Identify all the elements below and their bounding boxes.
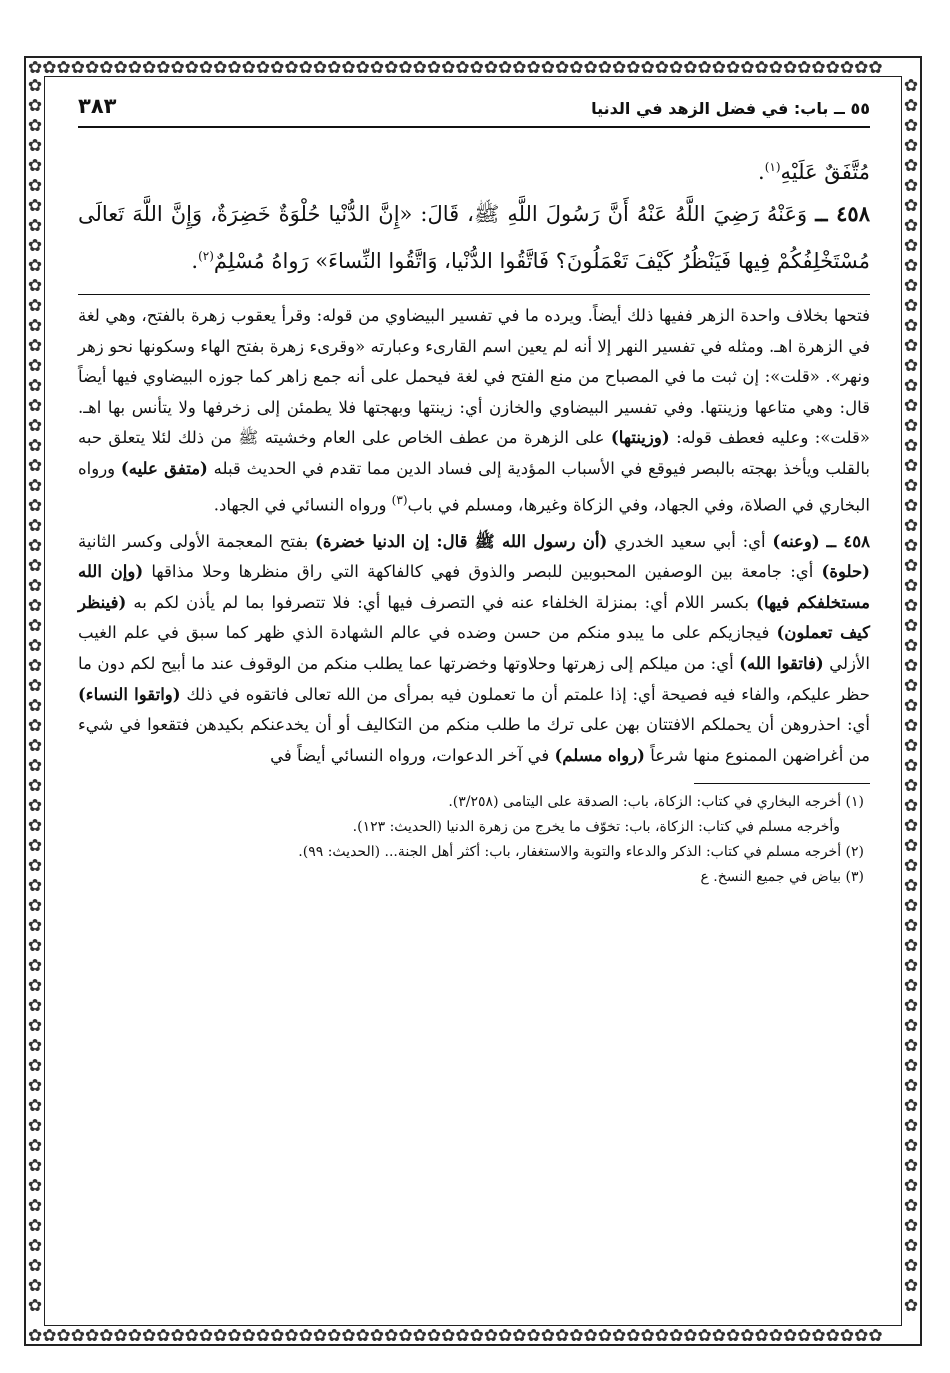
quoted-term: (متفق عليه) — [120, 458, 208, 478]
commentary-text: بفتح المعجمة الأولى وكسر الثانية — [78, 531, 309, 551]
footnote-2: (٢) أخرجه مسلم في كتاب: الذكر والدعاء والتوبة والاستغفار، باب: أكثر أهل الجنة... (الحديث: ٩٩). — [298, 844, 864, 861]
footnote-ref-3: (٣) — [391, 492, 408, 507]
commentary-text: في آخر الدعوات، ورواه النسائي أيضاً في — [270, 745, 550, 765]
footnote-3: (٣) بياض في جميع النسخ. ع — [700, 869, 864, 886]
commentary-text: فيجازيكم على ما يبدو منكم من حسن وضده في عالم الشهادة الذي ظهر كما سبق في علم الغيب الأزلي — [78, 623, 870, 674]
quoted-term: (فينظر كيف تعملون) — [78, 592, 870, 643]
quoted-term: (رواه مسلم) — [554, 745, 645, 765]
commentary-text: أي: جامعة بين الوصفين المحبوبين للبصر والذوق فهي كالفاكهة التي راق منظرها وحلا مذاقها — [151, 562, 814, 582]
floral-border-top: ✿✿✿✿✿✿✿✿✿✿✿✿✿✿✿✿✿✿✿✿✿✿✿✿✿✿✿✿✿✿✿✿✿✿✿✿✿✿✿✿✿✿✿✿✿✿✿✿✿✿✿✿✿✿✿✿✿✿✿✿ — [28, 58, 883, 76]
commentary-text: أي: احذروهن أن يحملكم الافتتان بهن على ترك ما طلب منكم من التكاليف أو أن يخدعنكم بكيدهن فتقعوا في شيء من أغراضهن الممنوع منها شرعاً — [78, 715, 870, 765]
footnote-1-continued: وأخرجه مسلم في كتاب: الزكاة، باب: تخوّف ما يخرج من زهرة الدنيا (الحديث: ١٢٣). — [352, 819, 840, 836]
hadith-number: ٤٥٨ ــ — [815, 201, 870, 226]
hadith-end-mark: . — [191, 249, 199, 273]
floral-border-bottom: ✿✿✿✿✿✿✿✿✿✿✿✿✿✿✿✿✿✿✿✿✿✿✿✿✿✿✿✿✿✿✿✿✿✿✿✿✿✿✿✿✿✿✿✿✿✿✿✿✿✿✿✿✿✿✿✿✿✿✿✿ — [28, 1326, 883, 1344]
commentary-text: أي: أبي سعيد الخدري — [614, 531, 766, 551]
quoted-term: (حلوة) — [821, 562, 870, 582]
commentary-paragraph-2 — [78, 527, 870, 772]
page-number: ٣٨٣ — [78, 94, 117, 118]
hadith-number: ٤٥٨ ــ — [826, 531, 871, 551]
footnotes — [78, 790, 870, 890]
chapter-title: ٥٥ ــ باب: في فضل الزهد في الدنيا — [591, 99, 870, 118]
previous-hadith-ending: مُتَّفَقٌ عَلَيْهِ$^{(١)}$. — [758, 160, 870, 184]
quoted-term: (فاتقوا الله) — [739, 654, 824, 674]
commentary-text: أي: من ميلكم إلى زهرتها وحلاوتها وخضرتها عما يطلب منكم من الوقوف عند ما أبيح لكم دون ما حظر عليكم، والفاء فيه فصيحة أي: إذا علمتم أن ما تعملون فيه بمرأى من الله تعالى فاتقوه في ذلك — [78, 654, 870, 704]
commentary — [78, 301, 870, 771]
quoted-term: (وزينتها) — [610, 428, 670, 448]
quoted-term: (وعنه) — [772, 531, 820, 551]
footnote-rule — [694, 783, 870, 784]
page-content — [78, 90, 870, 890]
commentary-text: ورواه النسائي في الجهاد. — [213, 495, 387, 515]
quoted-term: (وإن الله مستخلفكم فيها) — [78, 562, 870, 612]
footnote-1: (١) أخرجه البخاري في كتاب: الزكاة، باب: الصدقة على اليتامى (٣/٢٥٨). — [448, 794, 864, 811]
commentary-text: فتحها بخلاف واحدة الزهر ففيها ذلك أيضاً. ويرده ما في تفسير البيضاوي من قوله: وقرأ يعقوب زهرة بالفتح، وهي لغة في الزهرة اهـ. ومثله في تفسير النهر إلا أنه لم يعين اسم القارىء وعبارته «وقرىء زهرة بفتح الهاء وسكونها نحو زهر ونهر». «قلت»: إن ثبت ما في المصباح من منع الفتح في لغة فيحمل على أنه جمع زاهر كما جوزه البيضاوي فيها أيضاً قال: وهي متاعها وزينتها. وفي تفسير البيضاوي والخازن أي: زينتها وبهجتها فلا يطمئن إلى زخرفها ولا يتأنس بها اهـ. «قلت»: وعليه فعطف قوله: — [78, 306, 871, 448]
footnote-ref-1: (١) — [764, 160, 781, 174]
commentary-paragraph-1 — [78, 301, 870, 521]
hadith-body: وَعَنْهُ رَضِيَ اللَّهُ عَنْهُ أَنَّ رَسُولَ اللَّهِ ﷺ، قَالَ: «إِنَّ الدُّنْيا حُلْوَةٌ خَضِرَةٌ، وَإِنَّ اللَّهَ تَعالَى مُسْتَخْلِفُكُمْ فِيها فَيَنْظُرُ كَيْفَ تَعْمَلُونَ؟ فَاتَّقُوا الدُّنْيا، وَاتَّقُوا النِّساءَ» رَواهُ مُسْلِمٌ — [78, 202, 870, 273]
quoted-term: (واتقوا النساء) — [78, 684, 181, 704]
footnote-ref-2: (٢) — [198, 249, 214, 263]
commentary-text: ورواه البخاري في الصلاة، وفي الجهاد، وفي الزكاة وغيرها، ومسلم في باب — [78, 458, 870, 515]
hadith-458 — [78, 193, 870, 282]
hadith-text — [78, 146, 870, 282]
quoted-term: (أن رسول الله ﷺ قال: إن الدنيا خضرة) — [315, 531, 608, 551]
commentary-text: بكسر اللام أي: بمنزلة الخلفاء عنه في التصرف فيها أي: فلا تتصرفوا بما لم يأذن لكم به — [133, 592, 749, 612]
running-header — [78, 90, 870, 128]
text-commentary-divider — [78, 294, 870, 295]
commentary-text: على الزهرة من عطف الخاص على العام وخشيته ﷺ من ذلك لئلا يتعلق حبه بالقلب ويأخذ بهجته بالبصر فيوقع في الأسباب المؤدية إلى فساد الدين مما تقدم في الحديث قبله — [78, 428, 871, 478]
floral-border-left: ✿✿✿✿✿✿✿✿✿✿✿✿✿✿✿✿✿✿✿✿✿✿✿✿✿✿✿✿✿✿✿✿✿✿✿✿✿✿✿✿✿✿✿✿✿✿✿✿✿✿✿✿✿✿✿✿✿✿✿✿✿✿ — [27, 76, 43, 1316]
previous-hadith-text: مُتَّفَقٌ عَلَيْهِ — [780, 160, 870, 184]
floral-border-right: ✿✿✿✿✿✿✿✿✿✿✿✿✿✿✿✿✿✿✿✿✿✿✿✿✿✿✿✿✿✿✿✿✿✿✿✿✿✿✿✿✿✿✿✿✿✿✿✿✿✿✿✿✿✿✿✿✿✿✿✿✿✿ — [903, 76, 919, 1316]
